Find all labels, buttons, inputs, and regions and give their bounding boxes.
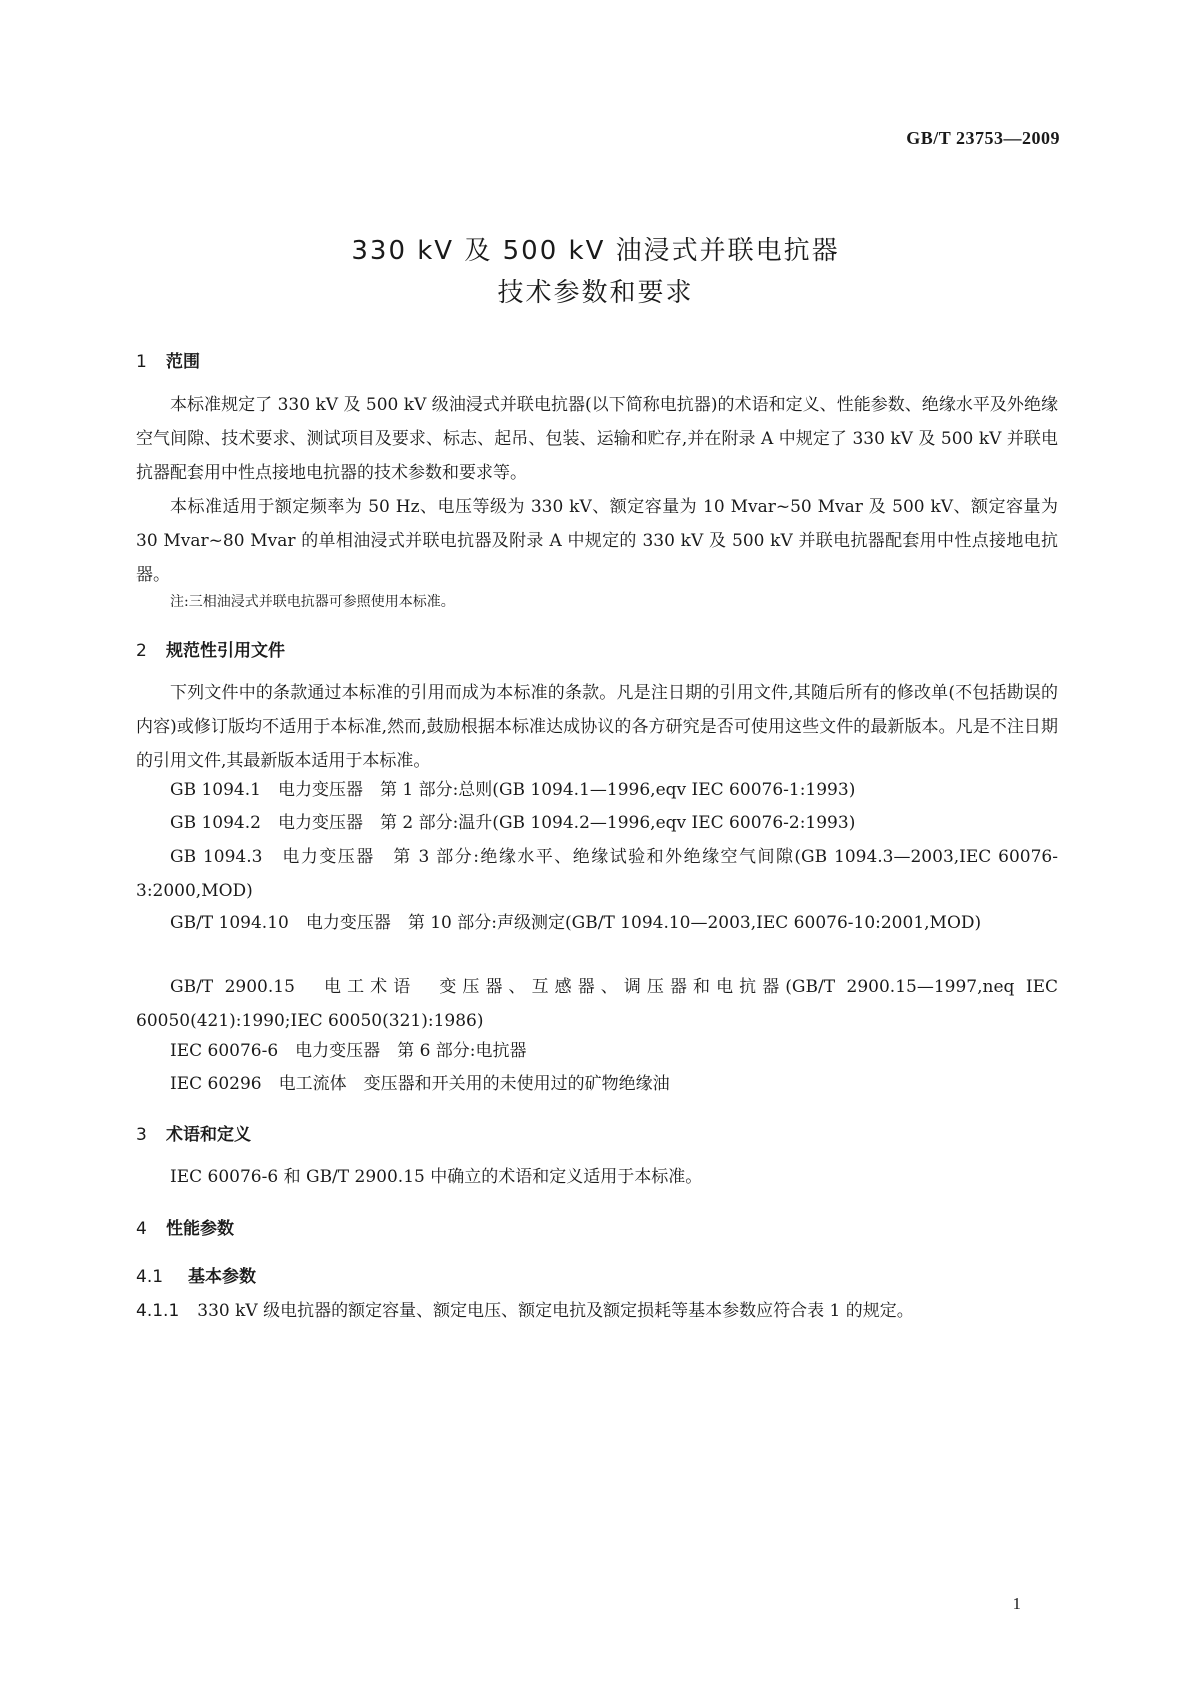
document-title-line2: 技术参数和要求 <box>497 278 694 308</box>
section-1-paragraph-2: 本标准适用于额定频率为 50 Hz、电压等级为 330 kV、额定容量为 10 Mvar~50 Mvar 及 500 kV、额定容量为 30 Mvar~80 Mvar 的单相油浸式并联电抗器及附录 A 中规定的 330 kV 及 500 kV 并联电抗器配套用中性点接地电抗器。 <box>136 497 1058 585</box>
section-3-paragraph-1: IEC 60076-6 和 GB/T 2900.15 中确立的术语和定义适用于本标准。 <box>170 1167 703 1187</box>
reference-item: GB 1094.2 电力变压器 第 2 部分:温升(GB 1094.2—1996,eqv IEC 60076-2:1993) <box>170 813 856 833</box>
section-3-heading <box>136 1120 251 1145</box>
reference-item: IEC 60076-6 电力变压器 第 6 部分:电抗器 <box>170 1041 527 1061</box>
standard-number: GB/T 23753—2009 <box>906 128 1060 148</box>
section-title: 规范性引用文件 <box>166 641 285 661</box>
clause-number: 4.1.1 <box>136 1301 180 1321</box>
section-1-paragraph-1: 本标准规定了 330 kV 及 500 kV 级油浸式并联电抗器(以下简称电抗器)的术语和定义、性能参数、绝缘水平及外绝缘空气间隙、技术要求、测试项目及要求、标志、起吊、包装、运输和贮存,并在附录 A 中规定了 330 kV 及 500 kV 并联电抗器配套用中性点接地电抗器的技术参数和要求等。 <box>136 395 1058 483</box>
subsection-4-1-heading <box>136 1262 256 1287</box>
section-1-heading <box>136 347 200 372</box>
section-number: 2 <box>136 641 147 661</box>
section-number: 4 <box>136 1219 147 1239</box>
section-2-paragraph-1: 下列文件中的条款通过本标准的引用而成为本标准的条款。凡是注日期的引用文件,其随后所有的修改单(不包括勘误的内容)或修订版均不适用于本标准,然而,鼓励根据本标准达成协议的各方研究是否可使用这些文件的最新版本。凡是不注日期的引用文件,其最新版本适用于本标准。 <box>136 683 1058 771</box>
reference-item: GB 1094.3 电力变压器 第 3 部分:绝缘水平、绝缘试验和外绝缘空气间隙(GB 1094.3—2003,IEC 60076-3:2000,MOD) <box>136 847 1058 901</box>
section-title: 范围 <box>166 352 200 372</box>
section-4-heading <box>136 1214 234 1239</box>
section-title: 性能参数 <box>166 1219 234 1239</box>
subsection-title: 基本参数 <box>188 1267 256 1287</box>
reference-item: IEC 60296 电工流体 变压器和开关用的未使用过的矿物绝缘油 <box>170 1074 670 1094</box>
clause-4-1-1 <box>136 1296 914 1321</box>
section-title: 术语和定义 <box>166 1125 251 1145</box>
section-1-note: 注:三相油浸式并联电抗器可参照使用本标准。 <box>170 594 455 610</box>
reference-item: GB 1094.1 电力变压器 第 1 部分:总则(GB 1094.1—1996,eqv IEC 60076-1:1993) <box>170 780 856 800</box>
page-number: 1 <box>1012 1594 1021 1613</box>
clause-text: 330 kV 级电抗器的额定容量、额定电压、额定电抗及额定损耗等基本参数应符合表 1 的规定。 <box>197 1301 914 1321</box>
section-2-heading <box>136 636 285 661</box>
subsection-number: 4.1 <box>136 1267 164 1287</box>
section-number: 3 <box>136 1125 147 1145</box>
reference-item: GB/T 2900.15 电工术语 变压器、互感器、调压器和电抗器(GB/T 2900.15—1997,neq IEC 60050(421):1990;IEC 60050(321):1986) <box>136 977 1058 1031</box>
document-title-line1: 330 kV 及 500 kV 油浸式并联电抗器 <box>351 236 840 266</box>
reference-item: GB/T 1094.10 电力变压器 第 10 部分:声级测定(GB/T 1094.10—2003,IEC 60076-10:2001,MOD) <box>170 913 982 933</box>
section-number: 1 <box>136 352 147 372</box>
